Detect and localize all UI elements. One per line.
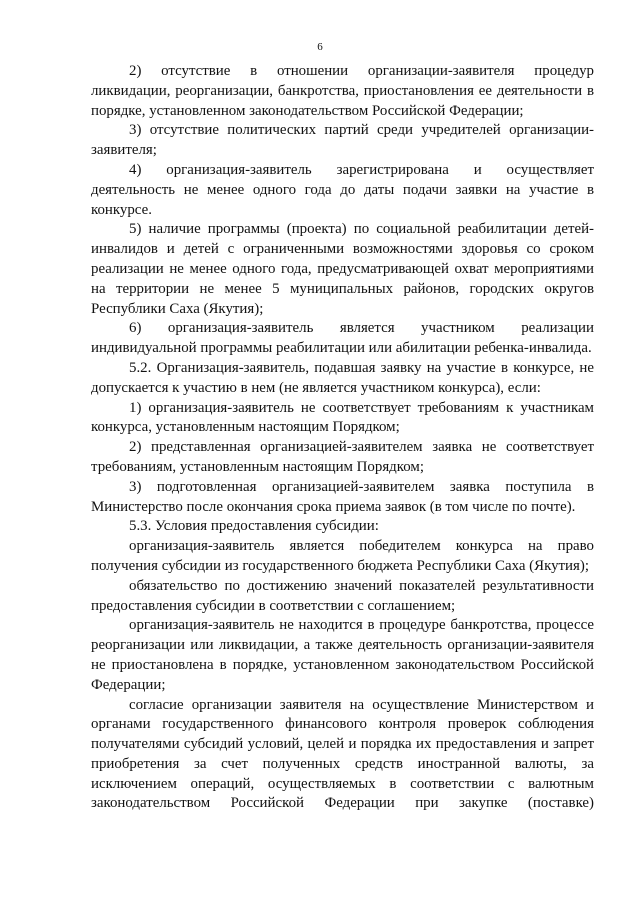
paragraph-condition-3: 3) отсутствие политических партий среди учредителей организации-заявителя;: [91, 122, 594, 159]
paragraph-condition-2: 2) отсутствие в отношении организации-заявителя процедур ликвидации, реорганизации, банкротства, приостановления ее деятельности в порядке, установленном законодательством Российской Федерации;: [91, 63, 594, 119]
paragraph-subsidy-condition-1: организация-заявитель является победителем конкурса на право получения субсидии из государственного бюджета Республики Саха (Якутия);: [91, 538, 594, 574]
paragraph-section-5-2: 5.2. Организация-заявитель, подавшая заявку на участие в конкурсе, не допускается к участию в нем (не является участником конкурса), если:: [91, 359, 594, 396]
paragraph-subsidy-condition-2: обязательство по достижению значений показателей результативности предоставления субсидии в соответствии с соглашением;: [91, 577, 594, 614]
document-body: [91, 62, 594, 814]
paragraph-exclusion-1: 1) организация-заявитель не соответствует требованиям к участникам конкурса, установленным настоящим Порядком;: [91, 399, 594, 436]
paragraph-exclusion-2: 2) представленная организацией-заявителем заявка не соответствует требованиям, установленным настоящим Порядком;: [91, 439, 594, 475]
paragraph-subsidy-condition-3: организация-заявитель не находится в процедуре банкротства, процессе реорганизации или ликвидации, а также деятельность организации-заявителя не приостановлена в порядке, установленном законодательством Российской Федерации;: [91, 617, 594, 693]
paragraph-condition-4: 4) организация-заявитель зарегистрирована и осуществляет деятельность не менее одного года до даты подачи заявки на участие в конкурсе.: [91, 161, 594, 218]
paragraph-exclusion-3: 3) подготовленная организацией-заявителем заявка поступила в Министерство после окончания срока приема заявок (в том числе по почте).: [91, 478, 594, 515]
paragraph-condition-6: 6) организация-заявитель является участником реализации индивидуальной программы реабилитации или абилитации ребенка-инвалида.: [91, 320, 594, 357]
paragraph-condition-5: 5) наличие программы (проекта) по социальной реабилитации детей-инвалидов и детей с ограниченными возможностями здоровья со сроком реализации не менее одного года, предусматривающей охват мероприятиями на территории не менее 5 муниципальных районов, городских округов Республики Саха (Якутия);: [91, 221, 594, 317]
page-number: 6: [317, 41, 323, 53]
paragraph-section-5-3: 5.3. Условия предоставления субсидии:: [129, 518, 379, 535]
paragraph-subsidy-condition-4: согласие организации заявителя на осуществление Министерством и органами государственного финансового контроля проверок соблюдения получателями субсидий условий, целей и порядка их предоставления и запрет приобретения за счет полученных средств иностранной валюты, за исключением операций, осуществляемых в соответствии с валютным законодательством Российской Федерации при закупке (поставке): [91, 696, 594, 812]
